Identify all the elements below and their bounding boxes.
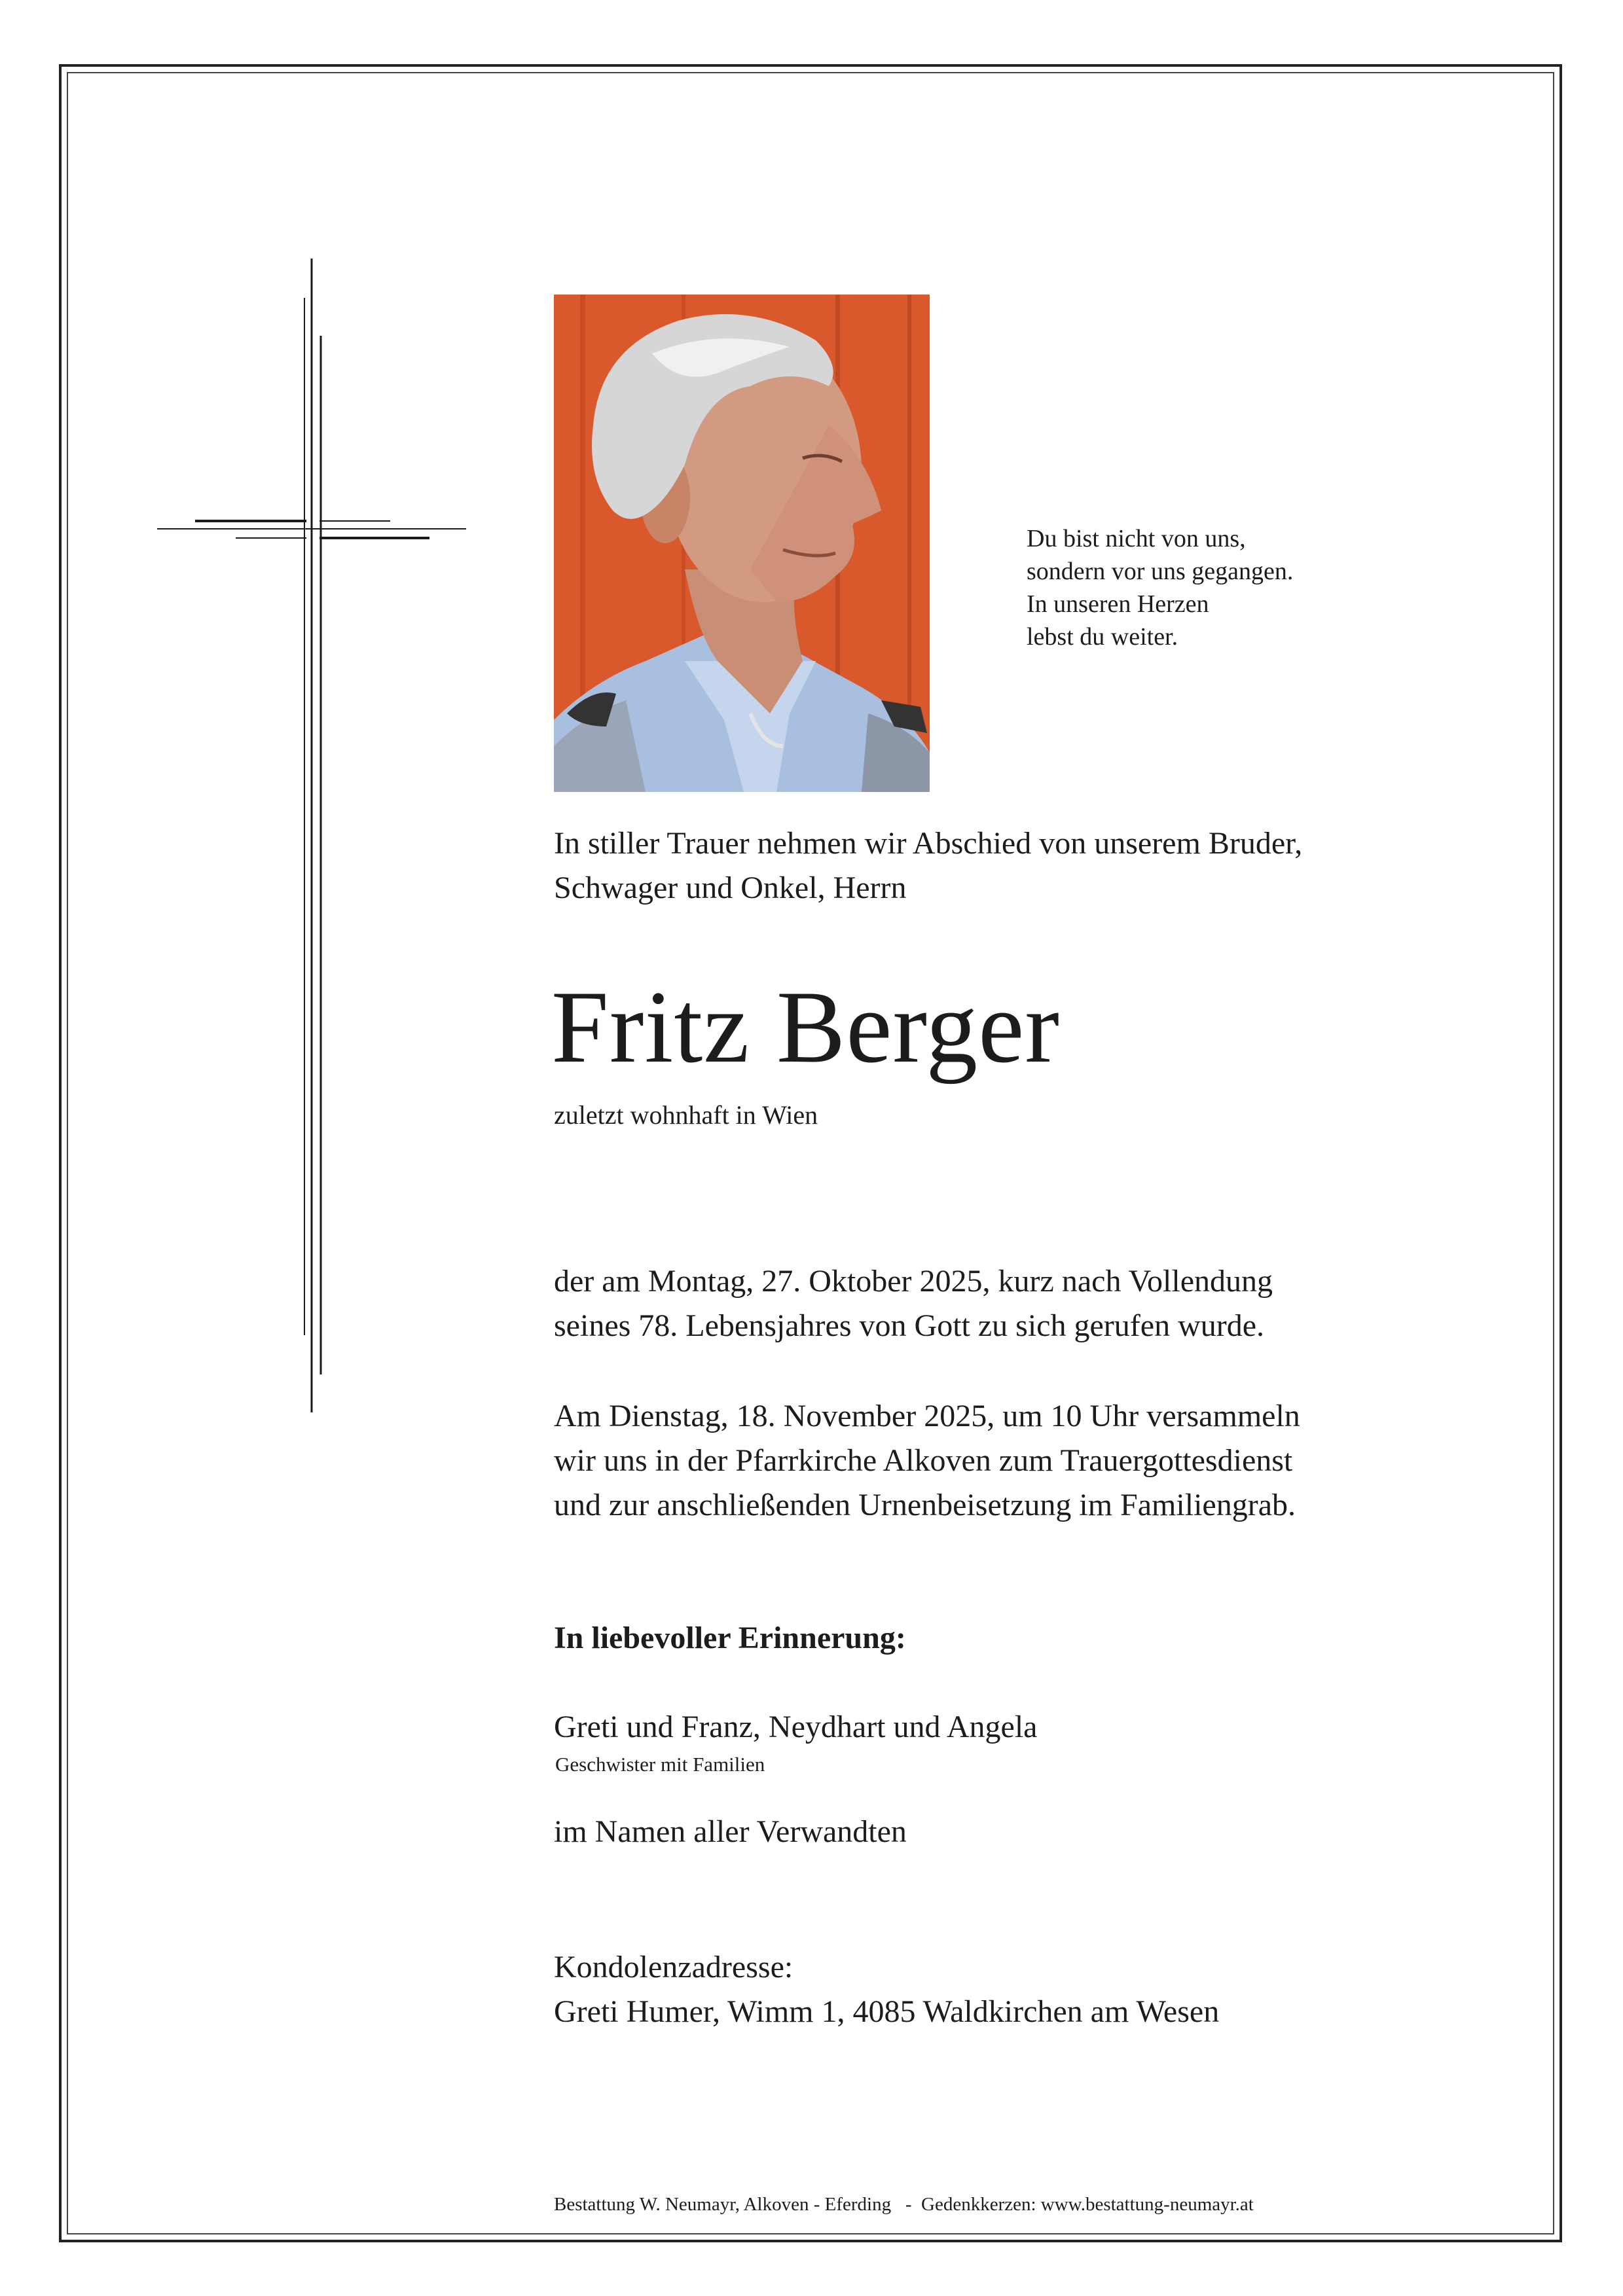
- relatives-line: im Namen aller Verwandten: [554, 1814, 907, 1849]
- funeral-line: Am Dienstag, 18. November 2025, um 10 Uhr versammeln: [554, 1399, 1300, 1433]
- quote-line: sondern vor uns gegangen.: [1027, 558, 1294, 585]
- funeral-line: und zur anschließenden Urnenbeisetzung im Familiengrab.: [554, 1488, 1296, 1522]
- cross-icon: [0, 0, 498, 1440]
- quote-line: lebst du weiter.: [1027, 623, 1178, 651]
- funeral-line: wir uns in der Pfarrkirche Alkoven zum Trauergottesdienst: [554, 1443, 1293, 1478]
- memorial-quote: [1027, 522, 1293, 653]
- quote-line: In unseren Herzen: [1027, 590, 1209, 618]
- intro-line: In stiller Trauer nehmen wir Abschied von unserem Bruder,: [554, 826, 1303, 861]
- funeral-info: [554, 1394, 1300, 1528]
- footer-credit: Bestattung W. Neumayr, Alkoven - Eferding - Gedenkkerzen: www.bestattung-neumayr.at: [554, 2194, 1254, 2215]
- death-notice-line: der am Montag, 27. Oktober 2025, kurz nach Vollendung: [554, 1264, 1273, 1299]
- quote-line: Du bist nicht von uns,: [1027, 525, 1246, 552]
- memory-heading: In liebevoller Erinnerung:: [554, 1621, 906, 1655]
- condolence-label: Kondolenzadresse:: [554, 1950, 793, 1984]
- deceased-name: Fritz Berger: [551, 970, 1060, 1085]
- condolence-address-line: Greti Humer, Wimm 1, 4085 Waldkirchen am Wesen: [554, 1994, 1220, 2029]
- mourners-note: Geschwister mit Familien: [555, 1753, 765, 1776]
- mourners-names: Greti und Franz, Neydhart und Angela: [554, 1710, 1038, 1744]
- deceased-residence: zuletzt wohnhaft in Wien: [554, 1100, 818, 1130]
- death-notice-line: seines 78. Lebensjahres von Gott zu sich gerufen wurde.: [554, 1308, 1265, 1343]
- condolence-address: [554, 1945, 1219, 2034]
- portrait-photo: [554, 295, 930, 792]
- intro-text: [554, 821, 1302, 910]
- death-notice: [554, 1259, 1273, 1348]
- intro-line: Schwager und Onkel, Herrn: [554, 870, 907, 905]
